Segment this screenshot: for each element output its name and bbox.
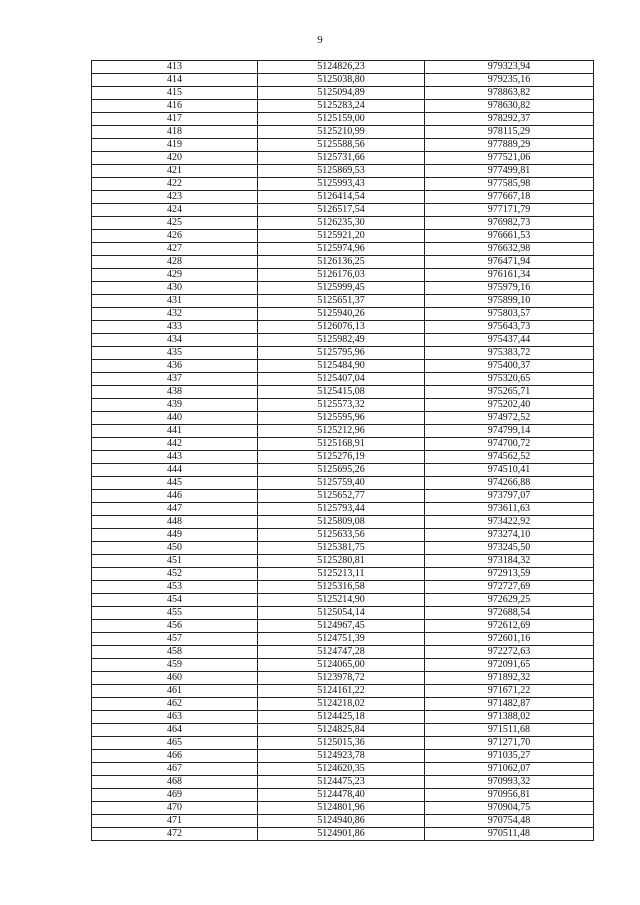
point-number-cell: 457 xyxy=(92,633,258,646)
x-coordinate-cell: 5125595,96 xyxy=(258,412,425,425)
y-coordinate-cell: 974972,52 xyxy=(425,412,594,425)
table-row xyxy=(92,750,594,763)
table-row xyxy=(92,386,594,399)
table-row xyxy=(92,100,594,113)
table-row xyxy=(92,737,594,750)
x-coordinate-cell: 5125381,75 xyxy=(258,542,425,555)
x-coordinate-cell: 5123978,72 xyxy=(258,672,425,685)
y-coordinate-cell: 978630,82 xyxy=(425,100,594,113)
table-row xyxy=(92,711,594,724)
y-coordinate-cell: 971062,07 xyxy=(425,763,594,776)
x-coordinate-cell: 5125573,32 xyxy=(258,399,425,412)
table-row xyxy=(92,607,594,620)
point-number-cell: 463 xyxy=(92,711,258,724)
x-coordinate-cell: 5125484,90 xyxy=(258,360,425,373)
table-row xyxy=(92,191,594,204)
x-coordinate-cell: 5125869,53 xyxy=(258,165,425,178)
x-coordinate-cell: 5125316,58 xyxy=(258,581,425,594)
point-number-cell: 451 xyxy=(92,555,258,568)
page-number: 9 xyxy=(317,34,323,46)
y-coordinate-cell: 979235,16 xyxy=(425,74,594,87)
x-coordinate-cell: 5125921,20 xyxy=(258,230,425,243)
table-row xyxy=(92,243,594,256)
point-number-cell: 467 xyxy=(92,763,258,776)
table-row xyxy=(92,594,594,607)
x-coordinate-cell: 5124065,00 xyxy=(258,659,425,672)
table-row xyxy=(92,581,594,594)
point-number-cell: 434 xyxy=(92,334,258,347)
x-coordinate-cell: 5124478,40 xyxy=(258,789,425,802)
table-row xyxy=(92,113,594,126)
table-row xyxy=(92,230,594,243)
point-number-cell: 471 xyxy=(92,815,258,828)
table-row xyxy=(92,555,594,568)
coordinates-table-body xyxy=(92,61,594,841)
point-number-cell: 465 xyxy=(92,737,258,750)
y-coordinate-cell: 978292,37 xyxy=(425,113,594,126)
x-coordinate-cell: 5126414,54 xyxy=(258,191,425,204)
table-row xyxy=(92,789,594,802)
x-coordinate-cell: 5125415,08 xyxy=(258,386,425,399)
y-coordinate-cell: 972727,69 xyxy=(425,581,594,594)
y-coordinate-cell: 973611,63 xyxy=(425,503,594,516)
point-number-cell: 443 xyxy=(92,451,258,464)
table-row xyxy=(92,373,594,386)
x-coordinate-cell: 5125054,14 xyxy=(258,607,425,620)
table-row xyxy=(92,477,594,490)
x-coordinate-cell: 5125212,96 xyxy=(258,425,425,438)
x-coordinate-cell: 5125695,26 xyxy=(258,464,425,477)
y-coordinate-cell: 972091,65 xyxy=(425,659,594,672)
y-coordinate-cell: 975383,72 xyxy=(425,347,594,360)
point-number-cell: 417 xyxy=(92,113,258,126)
y-coordinate-cell: 973797,07 xyxy=(425,490,594,503)
y-coordinate-cell: 971671,22 xyxy=(425,685,594,698)
point-number-cell: 415 xyxy=(92,87,258,100)
y-coordinate-cell: 970511,48 xyxy=(425,828,594,841)
x-coordinate-cell: 5125809,08 xyxy=(258,516,425,529)
table-row xyxy=(92,217,594,230)
point-number-cell: 469 xyxy=(92,789,258,802)
table-row xyxy=(92,74,594,87)
table-row xyxy=(92,438,594,451)
point-number-cell: 450 xyxy=(92,542,258,555)
y-coordinate-cell: 970956,81 xyxy=(425,789,594,802)
x-coordinate-cell: 5124218,02 xyxy=(258,698,425,711)
table-row xyxy=(92,659,594,672)
y-coordinate-cell: 971271,70 xyxy=(425,737,594,750)
y-coordinate-cell: 970904,75 xyxy=(425,802,594,815)
x-coordinate-cell: 5125940,26 xyxy=(258,308,425,321)
point-number-cell: 444 xyxy=(92,464,258,477)
x-coordinate-cell: 5126517,54 xyxy=(258,204,425,217)
table-row xyxy=(92,698,594,711)
x-coordinate-cell: 5125213,11 xyxy=(258,568,425,581)
table-row xyxy=(92,204,594,217)
table-row xyxy=(92,295,594,308)
point-number-cell: 422 xyxy=(92,178,258,191)
table-row xyxy=(92,412,594,425)
y-coordinate-cell: 972612,69 xyxy=(425,620,594,633)
table-row xyxy=(92,685,594,698)
table-row xyxy=(92,464,594,477)
x-coordinate-cell: 5125759,40 xyxy=(258,477,425,490)
x-coordinate-cell: 5125993,43 xyxy=(258,178,425,191)
x-coordinate-cell: 5125159,00 xyxy=(258,113,425,126)
table-row xyxy=(92,802,594,815)
table-row xyxy=(92,61,594,74)
point-number-cell: 446 xyxy=(92,490,258,503)
x-coordinate-cell: 5125652,77 xyxy=(258,490,425,503)
x-coordinate-cell: 5125283,24 xyxy=(258,100,425,113)
point-number-cell: 447 xyxy=(92,503,258,516)
y-coordinate-cell: 970993,32 xyxy=(425,776,594,789)
point-number-cell: 452 xyxy=(92,568,258,581)
y-coordinate-cell: 976632,98 xyxy=(425,243,594,256)
y-coordinate-cell: 977171,79 xyxy=(425,204,594,217)
y-coordinate-cell: 971511,68 xyxy=(425,724,594,737)
table-row xyxy=(92,87,594,100)
table-row xyxy=(92,672,594,685)
y-coordinate-cell: 975803,57 xyxy=(425,308,594,321)
x-coordinate-cell: 5124967,45 xyxy=(258,620,425,633)
x-coordinate-cell: 5125038,80 xyxy=(258,74,425,87)
y-coordinate-cell: 971035,27 xyxy=(425,750,594,763)
y-coordinate-cell: 975643,73 xyxy=(425,321,594,334)
y-coordinate-cell: 971388,02 xyxy=(425,711,594,724)
y-coordinate-cell: 972601,16 xyxy=(425,633,594,646)
point-number-cell: 470 xyxy=(92,802,258,815)
y-coordinate-cell: 977889,29 xyxy=(425,139,594,152)
point-number-cell: 421 xyxy=(92,165,258,178)
y-coordinate-cell: 975320,65 xyxy=(425,373,594,386)
table-row xyxy=(92,490,594,503)
point-number-cell: 425 xyxy=(92,217,258,230)
point-number-cell: 448 xyxy=(92,516,258,529)
x-coordinate-cell: 5124475,23 xyxy=(258,776,425,789)
x-coordinate-cell: 5125168,91 xyxy=(258,438,425,451)
point-number-cell: 436 xyxy=(92,360,258,373)
x-coordinate-cell: 5124940,86 xyxy=(258,815,425,828)
y-coordinate-cell: 973422,92 xyxy=(425,516,594,529)
table-row xyxy=(92,828,594,841)
table-row xyxy=(92,139,594,152)
x-coordinate-cell: 5125999,45 xyxy=(258,282,425,295)
x-coordinate-cell: 5125210,99 xyxy=(258,126,425,139)
table-row xyxy=(92,776,594,789)
y-coordinate-cell: 979323,94 xyxy=(425,61,594,74)
point-number-cell: 424 xyxy=(92,204,258,217)
y-coordinate-cell: 975202,40 xyxy=(425,399,594,412)
point-number-cell: 458 xyxy=(92,646,258,659)
x-coordinate-cell: 5124620,35 xyxy=(258,763,425,776)
y-coordinate-cell: 975979,16 xyxy=(425,282,594,295)
point-number-cell: 468 xyxy=(92,776,258,789)
y-coordinate-cell: 971892,32 xyxy=(425,672,594,685)
coordinates-table xyxy=(91,60,594,841)
point-number-cell: 449 xyxy=(92,529,258,542)
point-number-cell: 429 xyxy=(92,269,258,282)
point-number-cell: 455 xyxy=(92,607,258,620)
table-row xyxy=(92,308,594,321)
point-number-cell: 438 xyxy=(92,386,258,399)
y-coordinate-cell: 972913,59 xyxy=(425,568,594,581)
x-coordinate-cell: 5124826,23 xyxy=(258,61,425,74)
point-number-cell: 423 xyxy=(92,191,258,204)
table-row xyxy=(92,646,594,659)
x-coordinate-cell: 5125214,90 xyxy=(258,594,425,607)
table-row xyxy=(92,763,594,776)
x-coordinate-cell: 5125974,96 xyxy=(258,243,425,256)
point-number-cell: 460 xyxy=(92,672,258,685)
point-number-cell: 430 xyxy=(92,282,258,295)
table-row xyxy=(92,451,594,464)
y-coordinate-cell: 975899,10 xyxy=(425,295,594,308)
x-coordinate-cell: 5124901,86 xyxy=(258,828,425,841)
x-coordinate-cell: 5125015,36 xyxy=(258,737,425,750)
y-coordinate-cell: 977667,18 xyxy=(425,191,594,204)
x-coordinate-cell: 5125280,81 xyxy=(258,555,425,568)
table-row xyxy=(92,152,594,165)
y-coordinate-cell: 971482,87 xyxy=(425,698,594,711)
y-coordinate-cell: 973245,50 xyxy=(425,542,594,555)
table-row xyxy=(92,516,594,529)
table-row xyxy=(92,165,594,178)
table-row xyxy=(92,399,594,412)
table-row xyxy=(92,425,594,438)
table-row xyxy=(92,256,594,269)
y-coordinate-cell: 976982,73 xyxy=(425,217,594,230)
table-row xyxy=(92,126,594,139)
table-row xyxy=(92,347,594,360)
x-coordinate-cell: 5124747,28 xyxy=(258,646,425,659)
table-row xyxy=(92,503,594,516)
x-coordinate-cell: 5124801,96 xyxy=(258,802,425,815)
table-row xyxy=(92,269,594,282)
y-coordinate-cell: 974562,52 xyxy=(425,451,594,464)
y-coordinate-cell: 976471,94 xyxy=(425,256,594,269)
point-number-cell: 454 xyxy=(92,594,258,607)
point-number-cell: 414 xyxy=(92,74,258,87)
table-row xyxy=(92,724,594,737)
x-coordinate-cell: 5125276,19 xyxy=(258,451,425,464)
point-number-cell: 441 xyxy=(92,425,258,438)
x-coordinate-cell: 5125795,96 xyxy=(258,347,425,360)
table-row xyxy=(92,542,594,555)
x-coordinate-cell: 5124751,39 xyxy=(258,633,425,646)
y-coordinate-cell: 972272,63 xyxy=(425,646,594,659)
y-coordinate-cell: 978863,82 xyxy=(425,87,594,100)
table-row xyxy=(92,620,594,633)
x-coordinate-cell: 5125633,56 xyxy=(258,529,425,542)
point-number-cell: 426 xyxy=(92,230,258,243)
point-number-cell: 466 xyxy=(92,750,258,763)
y-coordinate-cell: 973184,32 xyxy=(425,555,594,568)
y-coordinate-cell: 974700,72 xyxy=(425,438,594,451)
x-coordinate-cell: 5126235,30 xyxy=(258,217,425,230)
point-number-cell: 453 xyxy=(92,581,258,594)
point-number-cell: 419 xyxy=(92,139,258,152)
point-number-cell: 464 xyxy=(92,724,258,737)
y-coordinate-cell: 977521,06 xyxy=(425,152,594,165)
y-coordinate-cell: 974510,41 xyxy=(425,464,594,477)
y-coordinate-cell: 976161,34 xyxy=(425,269,594,282)
point-number-cell: 433 xyxy=(92,321,258,334)
y-coordinate-cell: 973274,10 xyxy=(425,529,594,542)
y-coordinate-cell: 974799,14 xyxy=(425,425,594,438)
y-coordinate-cell: 975437,44 xyxy=(425,334,594,347)
point-number-cell: 420 xyxy=(92,152,258,165)
point-number-cell: 416 xyxy=(92,100,258,113)
point-number-cell: 442 xyxy=(92,438,258,451)
y-coordinate-cell: 975400,37 xyxy=(425,360,594,373)
x-coordinate-cell: 5125588,56 xyxy=(258,139,425,152)
table-row xyxy=(92,178,594,191)
point-number-cell: 445 xyxy=(92,477,258,490)
table-row xyxy=(92,334,594,347)
point-number-cell: 440 xyxy=(92,412,258,425)
table-row xyxy=(92,568,594,581)
x-coordinate-cell: 5126076,13 xyxy=(258,321,425,334)
table-row xyxy=(92,360,594,373)
y-coordinate-cell: 978115,29 xyxy=(425,126,594,139)
point-number-cell: 459 xyxy=(92,659,258,672)
point-number-cell: 432 xyxy=(92,308,258,321)
x-coordinate-cell: 5126136,25 xyxy=(258,256,425,269)
y-coordinate-cell: 977499,81 xyxy=(425,165,594,178)
table-row xyxy=(92,321,594,334)
point-number-cell: 472 xyxy=(92,828,258,841)
point-number-cell: 428 xyxy=(92,256,258,269)
point-number-cell: 462 xyxy=(92,698,258,711)
point-number-cell: 418 xyxy=(92,126,258,139)
x-coordinate-cell: 5124161,22 xyxy=(258,685,425,698)
point-number-cell: 439 xyxy=(92,399,258,412)
point-number-cell: 437 xyxy=(92,373,258,386)
y-coordinate-cell: 976661,53 xyxy=(425,230,594,243)
table-row xyxy=(92,529,594,542)
y-coordinate-cell: 975265,71 xyxy=(425,386,594,399)
point-number-cell: 431 xyxy=(92,295,258,308)
point-number-cell: 413 xyxy=(92,61,258,74)
y-coordinate-cell: 977585,98 xyxy=(425,178,594,191)
y-coordinate-cell: 970754,48 xyxy=(425,815,594,828)
x-coordinate-cell: 5125982,49 xyxy=(258,334,425,347)
x-coordinate-cell: 5125407,04 xyxy=(258,373,425,386)
point-number-cell: 461 xyxy=(92,685,258,698)
x-coordinate-cell: 5125094,89 xyxy=(258,87,425,100)
x-coordinate-cell: 5126176,03 xyxy=(258,269,425,282)
y-coordinate-cell: 974266,88 xyxy=(425,477,594,490)
point-number-cell: 427 xyxy=(92,243,258,256)
x-coordinate-cell: 5124425,18 xyxy=(258,711,425,724)
table-row xyxy=(92,282,594,295)
y-coordinate-cell: 972688,54 xyxy=(425,607,594,620)
point-number-cell: 456 xyxy=(92,620,258,633)
x-coordinate-cell: 5124923,78 xyxy=(258,750,425,763)
x-coordinate-cell: 5125651,37 xyxy=(258,295,425,308)
x-coordinate-cell: 5125731,66 xyxy=(258,152,425,165)
x-coordinate-cell: 5124825,84 xyxy=(258,724,425,737)
table-row xyxy=(92,633,594,646)
y-coordinate-cell: 972629,25 xyxy=(425,594,594,607)
table-row xyxy=(92,815,594,828)
x-coordinate-cell: 5125793,44 xyxy=(258,503,425,516)
point-number-cell: 435 xyxy=(92,347,258,360)
